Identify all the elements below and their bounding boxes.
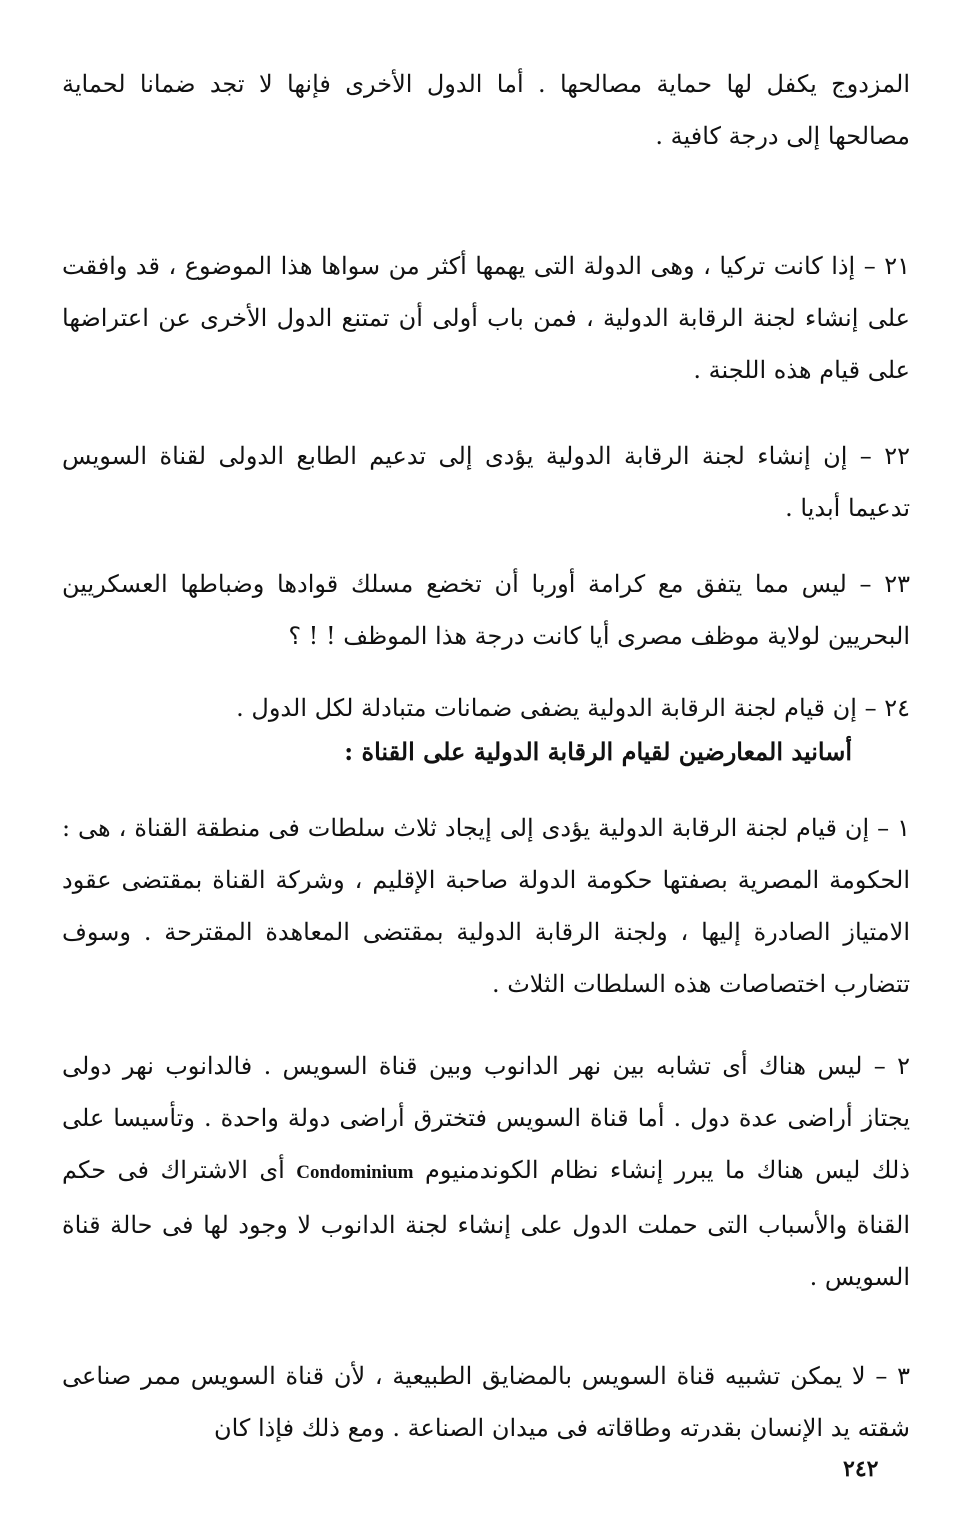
paragraph-24: ٢٤ – إن قيام لجنة الرقابة الدولية يضفى ضمانات متبادلة لكل الدول . bbox=[236, 694, 910, 722]
paragraph-2-text-b: أى الاشتراك فى حكم القناة والأسباب التى حملت الدول على إنشاء لجنة الدانوب لا وجود لها فى حالة قناة السويس . bbox=[62, 1156, 910, 1291]
paragraph-21: ٢١ – إذا كانت تركيا ، وهى الدولة التى يهمها أكثر من سواها هذا الموضوع ، قد وافقت على إنشاء لجنة الرقابة الدولية ، فمن باب أولى أن تمتنع الدول الأخرى عن اعتراضها على قيام هذه اللجنة . bbox=[62, 252, 910, 384]
condominium-term: Condominium bbox=[296, 1162, 414, 1183]
paragraph-continuation: المزدوج يكفل لها حماية مصالحها . أما الدول الأخرى فإنها لا تجد ضمانا لحماية مصالحها إلى درجة كافية . bbox=[62, 70, 910, 150]
section-heading: أسانيد المعارضين لقيام الرقابة الدولية على القناة : bbox=[344, 737, 852, 766]
paragraph-1: ١ – إن قيام لجنة الرقابة الدولية يؤدى إلى إيجاد ثلاث سلطات فى منطقة القناة ، هى : الحكومة المصرية بصفتها حكومة الدولة صاحبة الإقليم ، وشركة القناة بمقتضى عقود الامتياز الصادرة إليها ، ولجنة الرقابة الدولية بمقتضى المعاهدة المقترحة . وسوف تتضارب اختصاصات هذه السلطات الثلاث . bbox=[62, 814, 910, 998]
paragraph-3: ٣ – لا يمكن تشبيه قناة السويس بالمضايق الطبيعية ، لأن قناة السويس ممر صناعى شقته يد الإنسان بقدرته وطاقاته فى ميدان الصناعة . ومع ذلك فإذا كان bbox=[62, 1362, 910, 1442]
paragraph-2 bbox=[62, 1040, 910, 1303]
document-page bbox=[62, 50, 910, 1480]
page-number: ٢٤٢ bbox=[843, 1456, 879, 1482]
paragraph-23: ٢٣ – ليس مما يتفق مع كرامة أوربا أن تخضع مسلك قوادها وضباطها العسكريين البحريين لولاية موظف مصرى أيا كانت درجة هذا الموظف ! ! ؟ bbox=[62, 570, 910, 650]
paragraph-22: ٢٢ – إن إنشاء لجنة الرقابة الدولية يؤدى إلى تدعيم الطابع الدولى لقناة السويس تدعيما أبديا . bbox=[62, 442, 911, 522]
paragraph-2-text-a: ٢ – ليس هناك أى تشابه بين نهر الدانوب وبين قناة السويس . فالدانوب نهر دولى يجتاز أراضى عدة دول . أما قناة السويس فتخترق أراضى دولة واحدة . وتأسيسا على ذلك ليس هناك ما يبرر إنشاء نظام الكوندمنيوم bbox=[62, 1052, 910, 1184]
